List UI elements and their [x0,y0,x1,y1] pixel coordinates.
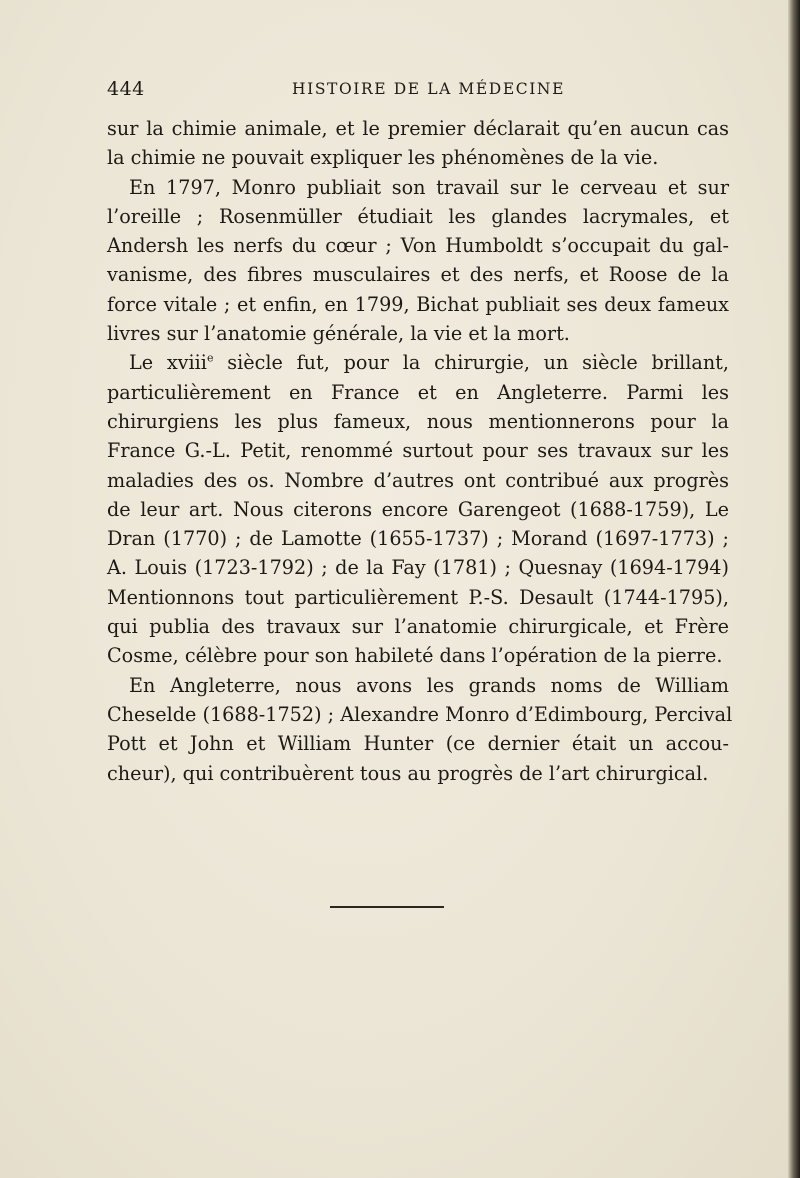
text-line: force vitale ; et enfin, en 1799, Bichat publiait ses deux fameux [107,292,729,316]
text-line: Mentionnons tout particulièrement P.-S. Desault (1744-1795), [107,585,729,609]
text-line: France G.-L. Petit, renommé surtout pour ses travaux sur les [107,439,729,463]
text-line: maladies des os. Nombre d’autres ont contribué aux progrès [107,468,729,492]
body-text [107,114,733,788]
text-line: qui publia des travaux sur l’anatomie chirurgicale, et Frère [107,615,729,639]
text-line: sur la chimie animale, et le premier déclarait qu’en aucun cas [107,117,729,140]
section-end-rule [330,906,444,908]
text-line: particulièrement en France et en Angleterre. Parmi les [107,380,729,404]
century-prefix: Le xviii [129,351,207,375]
text-line: Andersh les nerfs du cœur ; Von Humboldt s’occupait du gal- [107,234,729,258]
page-number: 444 [107,78,145,100]
text-line: de leur art. Nous citerons encore Garengeot (1688-1759), Le [107,497,729,521]
text-line: livres sur l’anatomie générale, la vie et la mort. [107,322,570,346]
text-line: l’oreille ; Rosenmüller étudiait les glandes lacrymales, et [107,204,729,228]
page-header [107,78,729,102]
text-line: vanisme, des fibres musculaires et des nerfs, et Roose de la [107,263,729,287]
text-line: la chimie ne pouvait expliquer les phénomènes de la vie. [107,146,659,170]
text-line: Cheselde (1688-1752) ; Alexandre Monro d’Edimbourg, Percival [107,702,733,726]
running-title: HISTOIRE DE LA MÉDECINE [292,80,566,98]
text-line: cheur), qui contribuèrent tous au progrès de l’art chirurgical. [107,761,709,785]
text-line: A. Louis (1723-1792) ; de la Fay (1781) ; Quesnay (1694-1794) [107,556,729,580]
text-line: Cosme, célèbre pour son habileté dans l’opération de la pierre. [107,644,723,668]
text-line-century [107,348,729,377]
text-line: Dran (1770) ; de Lamotte (1655-1737) ; Morand (1697-1773) ; [107,527,729,551]
text-line: chirurgiens les plus fameux, nous mentionnerons pour la [107,409,729,433]
text-line: Pott et John et William Hunter (ce dernier était un accou- [107,732,729,756]
text-line: En 1797, Monro publiait son travail sur le cerveau et sur [129,175,729,199]
century-line-rest: siècle fut, pour la chirurgie, un siècle brillant, [227,351,729,375]
text-line: En Angleterre, nous avons les grands noms de William [129,673,729,697]
page-binding-edge [788,0,800,1178]
century-superscript: e [206,351,214,365]
